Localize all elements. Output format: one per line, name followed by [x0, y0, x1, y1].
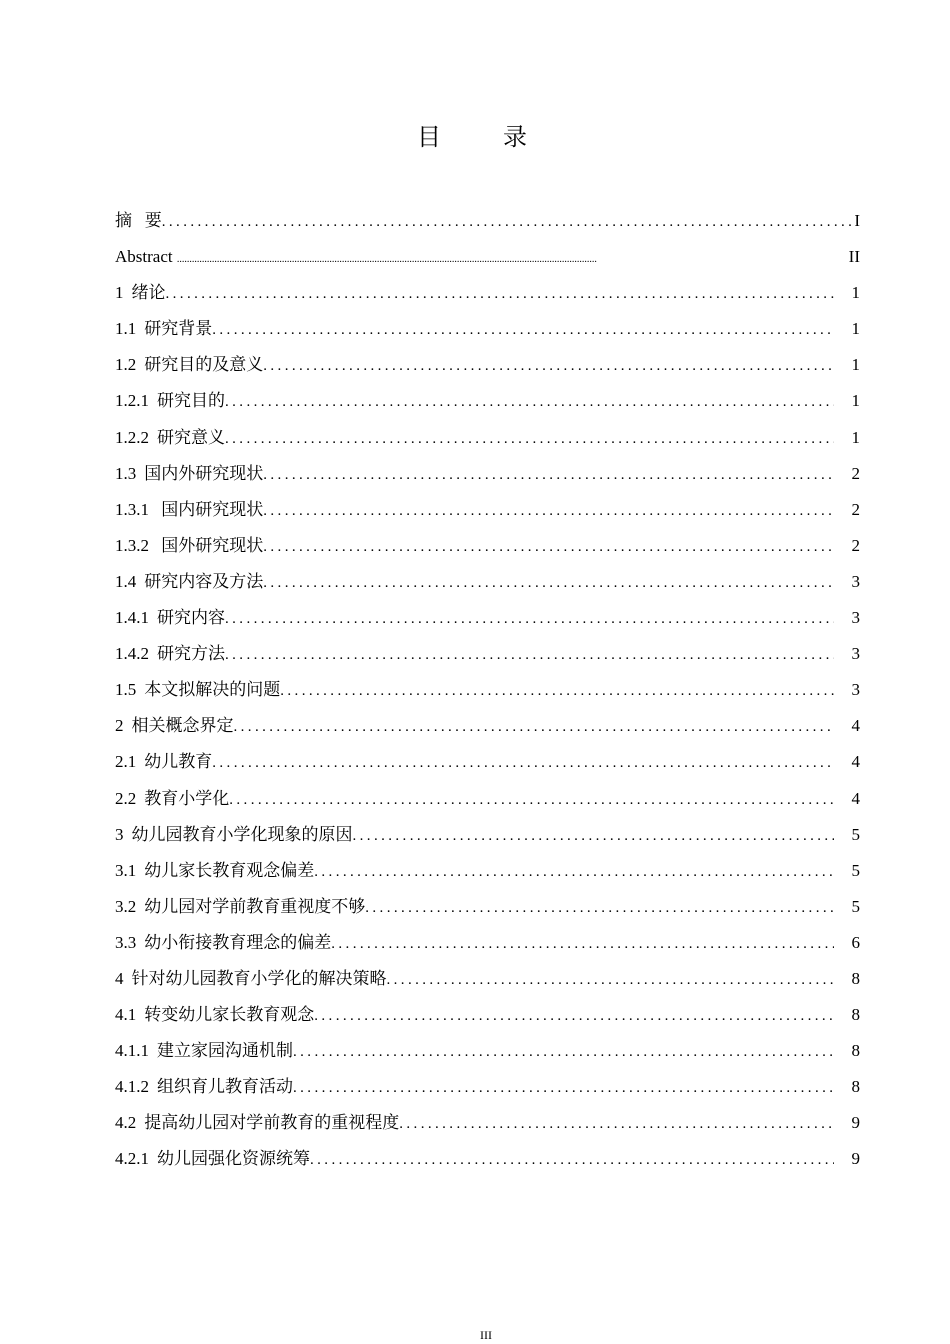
toc-entry-number: 3.1	[115, 860, 137, 880]
dot-leader	[225, 644, 834, 666]
toc-entry[interactable]	[115, 210, 860, 246]
toc-entry[interactable]	[115, 1112, 860, 1148]
toc-entry[interactable]	[115, 463, 860, 499]
dot-leader	[225, 391, 834, 413]
dot-leader	[387, 969, 835, 991]
dot-leader	[212, 752, 834, 774]
toc-entry[interactable]	[115, 932, 860, 968]
toc-entry-page: 8	[851, 968, 860, 988]
toc-entry-title: 幼儿教育	[144, 752, 213, 772]
toc-entry[interactable]	[115, 535, 860, 571]
toc-entry-page: 2	[851, 499, 860, 519]
toc-entry-title: 组织育儿教育活动	[157, 1077, 293, 1097]
toc-entry-page: 9	[851, 1113, 860, 1133]
dot-leader	[310, 1149, 834, 1171]
dot-leader	[162, 211, 853, 233]
toc-entry-title: 研究目的	[157, 391, 225, 411]
dot-leader	[229, 789, 834, 811]
toc-entry[interactable]	[115, 968, 860, 1004]
toc-entry-page: 1	[851, 355, 860, 375]
toc-entry-title: 幼儿园强化资源统筹	[157, 1149, 310, 1169]
toc-entry-page: 9	[851, 1149, 860, 1169]
toc-entry-page: 8	[851, 1041, 860, 1061]
toc-entry-page: 3	[851, 608, 860, 628]
toc-entry[interactable]	[115, 354, 860, 390]
toc-entry-number: 4.2.1	[115, 1149, 149, 1169]
toc-entry-number: 3.2	[115, 896, 137, 916]
dot-leader	[263, 500, 834, 522]
dot-leader	[314, 861, 834, 883]
toc-entry-page: 1	[851, 391, 860, 411]
toc-entry[interactable]	[115, 282, 860, 318]
toc-entry-number: 3	[115, 824, 124, 844]
toc-entry-title: 相关概念界定	[131, 716, 234, 736]
toc-entry-number: 1.2.2	[115, 427, 149, 447]
page-title: 目 录	[417, 125, 555, 151]
toc-entry[interactable]	[115, 1004, 860, 1040]
toc-entry[interactable]	[115, 788, 860, 824]
toc-entry-title: 幼小衔接教育理念的偏差	[144, 932, 332, 952]
dot-leader	[399, 1113, 834, 1135]
toc-entry-number: 1.2	[115, 355, 137, 375]
dot-leader	[263, 536, 834, 558]
toc-entry-number: 1.5	[115, 680, 137, 700]
toc-entry[interactable]	[115, 499, 860, 535]
toc-entry[interactable]	[115, 643, 860, 679]
toc-entry[interactable]	[115, 246, 860, 282]
toc-entry-number: 4.1.2	[115, 1077, 149, 1097]
toc-entry-title: 研究内容	[157, 608, 225, 628]
toc-entry-page: 2	[851, 535, 860, 555]
toc-entry-number: 1	[115, 283, 124, 303]
toc-entry-title: 针对幼儿园教育小学化的解决策略	[131, 968, 387, 988]
toc-entry[interactable]	[115, 571, 860, 607]
toc-entry-title: 提高幼儿园对学前教育的重视程度	[144, 1113, 400, 1133]
toc-entry-page: I	[854, 211, 860, 230]
toc-entry-title: 摘 要	[115, 211, 162, 230]
dot-leader	[263, 355, 834, 377]
toc-entry-page: 2	[851, 463, 860, 483]
toc-entry-page: 5	[851, 896, 860, 916]
toc-entry-number: 1.2.1	[115, 391, 149, 411]
toc-entry[interactable]	[115, 751, 860, 787]
toc-entry-number: 1.3.2	[115, 535, 149, 555]
toc-entry-number: 3.3	[115, 932, 137, 952]
footer-page-number: III	[480, 1328, 492, 1342]
dot-leader	[280, 680, 834, 702]
toc-entry[interactable]	[115, 607, 860, 643]
toc-entry-title: 幼儿家长教育观念偏差	[144, 860, 315, 880]
dot-leader	[331, 933, 834, 955]
toc-entry-number: 1.1	[115, 319, 137, 339]
toc-entry-title: 教育小学化	[144, 788, 230, 808]
dot-leader	[263, 572, 834, 594]
toc-entry-page: 8	[851, 1077, 860, 1097]
toc-entry[interactable]	[115, 318, 860, 354]
toc-entry[interactable]	[115, 427, 860, 463]
dot-leader	[314, 1005, 834, 1027]
dot-leader	[353, 825, 835, 847]
toc-entry-number: 1.3.1	[115, 499, 149, 519]
toc-entry-title: Abstract	[115, 247, 177, 267]
toc-entry-title: 建立家园沟通机制	[157, 1041, 293, 1061]
toc-entry-title: 转变幼儿家长教育观念	[144, 1005, 315, 1025]
toc-entry-title: 研究目的及意义	[144, 355, 264, 375]
toc-entry-number: 2.2	[115, 788, 137, 808]
toc-entry-page: 8	[851, 1005, 860, 1025]
toc-entry-title: 绪论	[131, 283, 166, 303]
toc-entry-title: 幼儿园教育小学化现象的原因	[131, 824, 353, 844]
toc-entry-number: 4.1.1	[115, 1041, 149, 1061]
toc-entry-page: 5	[851, 860, 860, 880]
toc-entry-number: 1.3	[115, 463, 137, 483]
toc-entry[interactable]	[115, 860, 860, 896]
dot-leader	[166, 283, 835, 305]
dot-leader	[212, 319, 834, 341]
toc-entry-number: 1.4.2	[115, 644, 149, 664]
toc-entry-page: 4	[851, 788, 860, 808]
toc-entry-title: 国外研究现状	[157, 535, 264, 555]
toc-entry[interactable]	[115, 1076, 860, 1112]
toc-entry-title: 本文拟解决的问题	[144, 680, 281, 700]
toc-entry-title: 研究背景	[144, 319, 213, 339]
toc-entry-title: 国内研究现状	[157, 499, 264, 519]
toc-entry-page: 3	[851, 644, 860, 664]
dot-leader	[263, 464, 834, 486]
toc-entry-title: 研究内容及方法	[144, 571, 264, 591]
toc-entry-number: 2	[115, 716, 124, 736]
dot-leader	[225, 428, 834, 450]
toc-entry-page: 4	[851, 752, 860, 772]
toc-entry-title: 国内外研究现状	[144, 463, 264, 483]
toc-entry-page: 4	[851, 716, 860, 736]
toc-entry-page: 3	[851, 571, 860, 591]
toc-entry-title: 研究意义	[157, 427, 225, 447]
toc-entry-page: II	[848, 247, 860, 267]
toc-entry-title: 幼儿园对学前教育重视度不够	[144, 896, 366, 916]
toc-entry[interactable]	[115, 1040, 860, 1076]
dot-leader	[293, 1077, 834, 1099]
toc-entry[interactable]	[115, 679, 860, 715]
toc-entry-number: 1.4	[115, 571, 137, 591]
toc-entry[interactable]	[115, 390, 860, 426]
dot-leader	[225, 608, 834, 630]
toc-entry-number: 2.1	[115, 752, 137, 772]
dot-leader	[177, 249, 834, 271]
toc-entry[interactable]	[115, 824, 860, 860]
toc-entry-page: 5	[851, 824, 860, 844]
toc-entry[interactable]	[115, 715, 860, 751]
toc-entry-page: 6	[851, 932, 860, 952]
toc-entry-page: 1	[851, 319, 860, 339]
toc-entry-page: 1	[851, 427, 860, 447]
dot-leader	[293, 1041, 834, 1063]
toc-entry[interactable]	[115, 896, 860, 932]
toc-entry-number: 4.1	[115, 1005, 137, 1025]
table-of-contents	[115, 210, 860, 1185]
toc-entry-page: 3	[851, 680, 860, 700]
dot-leader	[234, 716, 835, 738]
toc-entry-number: 4	[115, 968, 124, 988]
toc-entry-title: 研究方法	[157, 644, 225, 664]
toc-entry-page: 1	[851, 283, 860, 303]
toc-entry-number: 1.4.1	[115, 608, 149, 628]
dot-leader	[365, 897, 834, 919]
toc-entry-number: 4.2	[115, 1113, 137, 1133]
toc-entry[interactable]	[115, 1148, 860, 1184]
